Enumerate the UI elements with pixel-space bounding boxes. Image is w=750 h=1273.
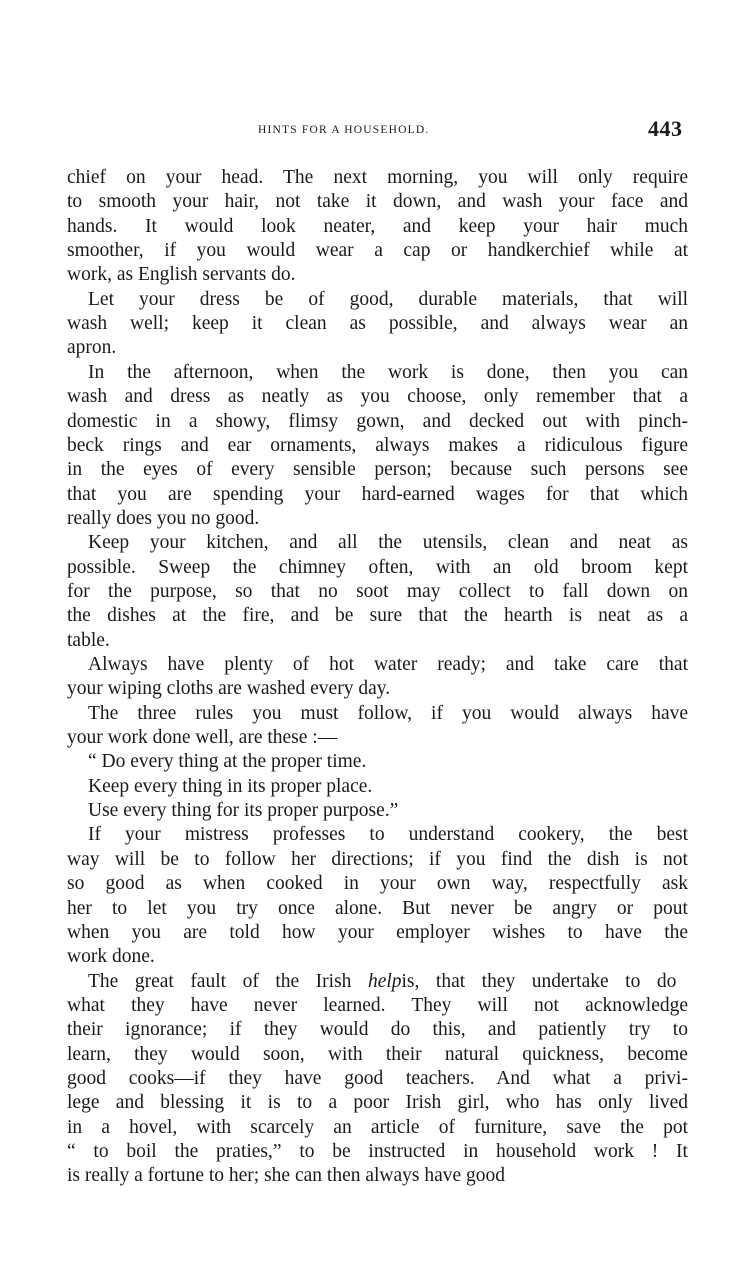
text-line-content: Keep your kitchen, and all the utensils, clean and neat as <box>88 532 688 554</box>
text-line-content: Keep every thing in its proper place. <box>88 775 373 797</box>
text-line-content: your work done well, are these :— <box>67 727 338 749</box>
text-line-content: learn, they would soon, with their natural quickness, become <box>67 1043 688 1065</box>
text-line-content: good cooks—if they have good teachers. And what a privi- <box>67 1067 688 1089</box>
text-line-content: in a hovel, with scarcely an article of furniture, save the pot <box>67 1116 688 1138</box>
text-line-content: in the eyes of every sensible person; because such persons see <box>67 459 688 481</box>
italic-word: help <box>367 970 402 992</box>
text-line-content: table. <box>67 629 110 651</box>
text-line-content: way will be to follow her directions; if you find the dish is not <box>67 848 688 870</box>
text-line-content: is really a fortune to her; she can then always have good <box>67 1165 506 1187</box>
text-line-content: their ignorance; if they would do this, and patiently try to <box>67 1019 688 1041</box>
text-line-content: wash well; keep it clean as possible, and always wear an <box>67 313 689 335</box>
text-line-content: really does you no good. <box>67 507 260 529</box>
text-line-content: the dishes at the fire, and be sure that the hearth is neat as a <box>67 605 689 627</box>
text-line-content: work done. <box>67 946 155 968</box>
text-line-content: Use every thing for its proper purpose.” <box>88 800 399 822</box>
text-line-content: The three rules you must follow, if you would always have <box>88 702 689 724</box>
text-line-content: her to let you try once alone. But never be angry or pout <box>67 897 688 919</box>
text-line-content: what they have never learned. They will not acknowledge <box>67 994 689 1016</box>
page-number: 443 <box>648 116 683 141</box>
text-line-content: so good as when cooked in your own way, respectfully ask <box>67 873 689 895</box>
text-line-content: apron. <box>67 337 117 359</box>
text-line-content: In the afternoon, when the work is done, then you can <box>88 361 689 383</box>
text-line-content: “ Do every thing at the proper time. <box>88 751 367 773</box>
text-line-content: possible. Sweep the chimney often, with an old broom kept <box>67 556 688 578</box>
text-line-content: Let your dress be of good, durable materials, that will <box>88 288 689 310</box>
text-line-content: If your mistress professes to understand cookery, the best <box>88 824 689 846</box>
text-line-content: lege and blessing it is to a poor Irish girl, who has only lived <box>67 1092 688 1114</box>
text-line-content: hands. It would look neater, and keep your hair much <box>67 215 689 237</box>
text-line-content: work, as English servants do. <box>67 264 296 286</box>
text-line-content: to smooth your hair, not take it down, and wash your face and <box>67 191 688 213</box>
text-line-content: your wiping cloths are washed every day. <box>67 678 391 700</box>
text-line-content: wash and dress as neatly as you choose, only remember that a <box>67 386 688 408</box>
text-line-content: that you are spending your hard-earned wages for that which <box>67 483 689 505</box>
text-line-content: domestic in a showy, flimsy gown, and decked out with pinch- <box>67 410 689 432</box>
text-line-content: beck rings and ear ornaments, always makes a ridiculous figure <box>67 434 689 456</box>
running-head: HINTS FOR A HOUSEHOLD. <box>258 124 430 136</box>
text-line-rest: is, that they undertake to do <box>401 970 677 992</box>
text-line-content: smoother, if you would wear a cap or handkerchief while at <box>67 240 689 262</box>
text-line-content: Always have plenty of hot water ready; and take care that <box>88 654 688 675</box>
text-line-content: for the purpose, so that no soot may collect to fall down on <box>67 580 688 602</box>
text-line-content: chief on your head. The next morning, you will only require <box>67 167 689 188</box>
text-line-content: The great fault of the Irish helpis, that they undertake to do <box>88 970 677 992</box>
text-line-content: “ to boil the praties,” to be instructed in household work ! It <box>67 1141 688 1162</box>
text-line-content: when you are told how your employer wishes to have the <box>67 921 689 943</box>
